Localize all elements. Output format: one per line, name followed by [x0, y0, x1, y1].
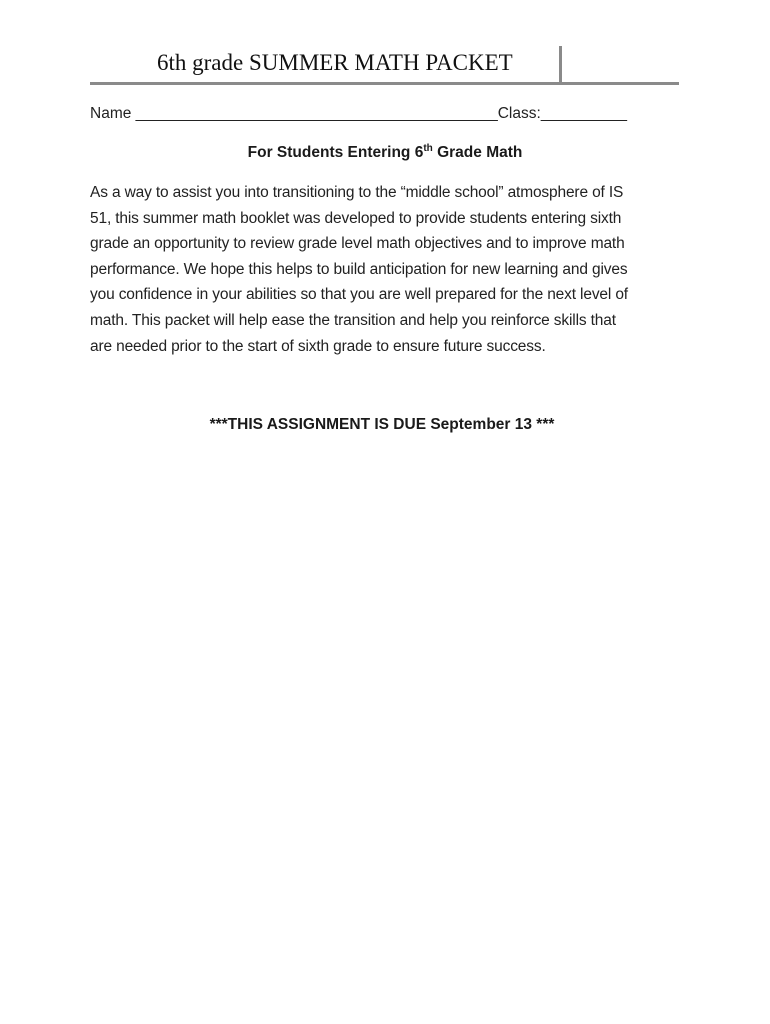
name-blank-field[interactable]: __________________________________________	[135, 105, 498, 122]
intro-line: you confidence in your abilities so that you are well prepared for the next level of	[90, 286, 628, 304]
page-title: 6th grade SUMMER MATH PACKET	[157, 50, 513, 75]
name-class-line	[90, 105, 627, 123]
subtitle	[0, 144, 770, 162]
subtitle-suffix: Grade Math	[432, 144, 523, 161]
class-blank-field[interactable]: __________	[540, 105, 628, 122]
header-rule	[90, 82, 679, 85]
class-label: Class:	[497, 105, 541, 122]
intro-line: performance. We hope this helps to build anticipation for new learning and gives	[90, 260, 628, 278]
intro-paragraph	[90, 180, 682, 359]
due-date-notice: ***THIS ASSIGNMENT IS DUE September 13 ***	[209, 416, 555, 433]
subtitle-superscript: th	[423, 142, 433, 154]
intro-line: are needed prior to the start of sixth grade to ensure future success.	[90, 337, 546, 355]
subtitle-prefix: For Students Entering 6	[247, 144, 424, 161]
intro-line: math. This packet will help ease the transition and help you reinforce skills that	[90, 311, 616, 329]
intro-line: As a way to assist you into transitioning to the “middle school” atmosphere of IS	[90, 184, 624, 201]
intro-line: 51, this summer math booklet was developed to provide students entering sixth	[90, 209, 622, 227]
intro-line: grade an opportunity to review grade level math objectives and to improve math	[90, 235, 625, 253]
header-divider-vertical	[559, 46, 562, 84]
name-label: Name	[90, 105, 132, 122]
